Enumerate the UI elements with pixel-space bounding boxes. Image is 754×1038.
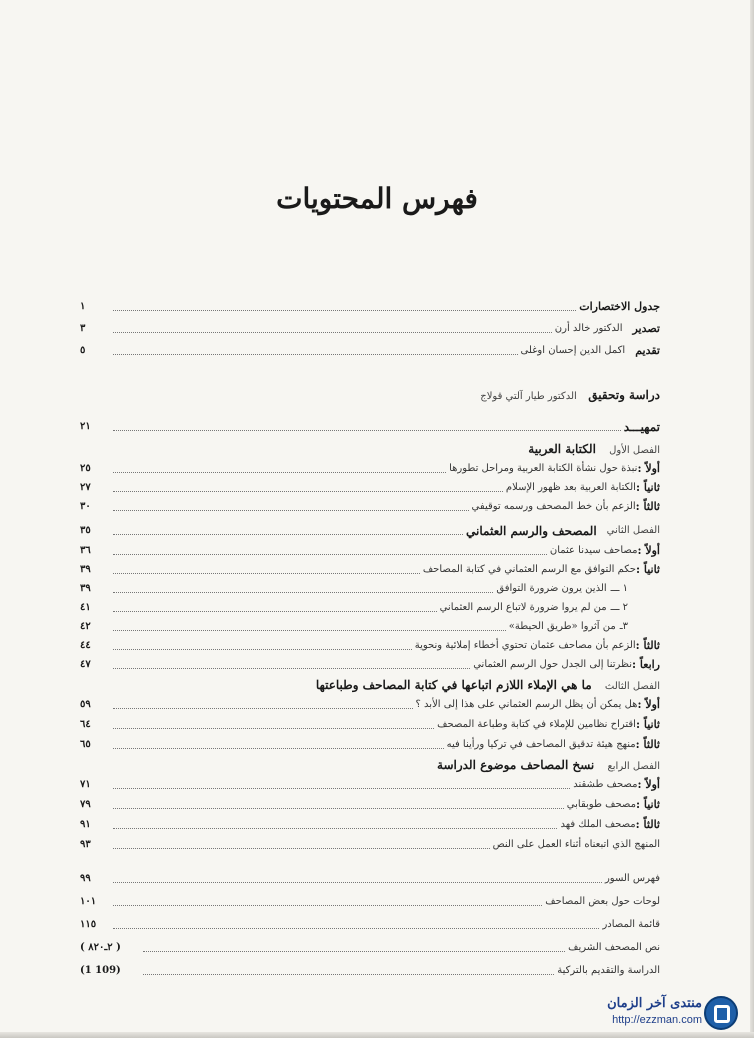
toc-entry-label: الدراسة والتقديم بالتركية	[557, 965, 660, 976]
toc-entry[interactable]	[80, 796, 660, 814]
page-number: ٢١	[80, 421, 91, 432]
toc-entry[interactable]	[80, 776, 660, 794]
item-lead: ثانياً :	[635, 718, 660, 731]
leader-dots	[113, 787, 570, 789]
item-lead: ثانياً :	[635, 481, 660, 494]
toc-entry-quran-text[interactable]	[80, 939, 660, 957]
leader-dots	[113, 471, 446, 473]
toc-entry[interactable]	[80, 460, 660, 478]
chapter-heading-row[interactable]	[80, 522, 660, 540]
page-number: ٩١	[80, 819, 91, 830]
toc-entry-label: نص المصحف الشريف	[568, 942, 660, 953]
item-lead: أولاً :	[637, 462, 660, 475]
page-number: ( ٢ـ٨٢٠ )	[80, 942, 121, 953]
table-of-contents	[80, 0, 660, 1038]
item-lead: أولاً :	[637, 698, 660, 711]
page-right-edge	[750, 0, 754, 1038]
page-number: ٣	[80, 323, 86, 334]
leader-dots	[113, 509, 469, 511]
item-lead: ثانياً :	[635, 563, 660, 576]
item-text: من لم يروا ضرورة لاتباع الرسم العثماني	[439, 602, 607, 613]
leader-dots	[113, 353, 518, 355]
item-text: من آثروا «طريق الحيطة»	[508, 621, 616, 632]
toc-entry-sources[interactable]	[80, 916, 660, 934]
item-text: مصحف طشقند	[573, 779, 638, 790]
chapter-heading	[80, 676, 660, 694]
item-lead: رابعاً :	[632, 658, 660, 671]
leader-dots	[113, 727, 434, 729]
page-number: ٩٩	[80, 873, 91, 884]
page-title: فهرس المحتويات	[276, 182, 478, 215]
page-number: (1 109)	[80, 965, 121, 976]
item-text: مصحف طوبقابي	[566, 799, 636, 810]
page-number: ٣٥	[80, 525, 91, 536]
leader-dots	[113, 553, 547, 555]
page-number: ٢٧	[80, 482, 91, 493]
item-lead: ثالثاً :	[635, 500, 660, 513]
page-number: ١١٥	[80, 919, 97, 930]
leader-dots	[113, 667, 470, 669]
item-text: نبذة حول نشأة الكتابة العربية ومراحل تطورها	[449, 463, 638, 474]
forum-name: منتدى آخر الزمان	[607, 996, 702, 1011]
item-lead: ١ ـــ	[610, 583, 628, 594]
study-header-label: دراسة وتحقيق	[588, 388, 660, 402]
study-header	[80, 386, 660, 404]
leader-dots	[113, 309, 576, 311]
leader-dots	[113, 610, 437, 612]
toc-entry[interactable]	[80, 542, 660, 560]
toc-entry-author: الدكتور خالد أرن	[554, 323, 623, 334]
toc-entry-label: تصدير	[632, 322, 660, 335]
item-text: الزعم بأن خط المصحف ورسمه توقيفي	[471, 501, 636, 512]
item-text: حكم التوافق مع الرسم العثماني في كتابة المصاحف	[422, 564, 636, 575]
item-text: مصحف الملك فهد	[560, 819, 636, 830]
page-number: ٣٩	[80, 583, 91, 594]
toc-entry-label: لوحات حول بعض المصاحف	[545, 896, 660, 907]
leader-dots	[113, 533, 463, 535]
leader-dots	[113, 927, 599, 929]
study-header-author: الدكتور طيار آلتي قولاج	[480, 391, 577, 402]
forum-watermark[interactable]	[604, 992, 744, 1032]
page-number: ٤٧	[80, 659, 91, 670]
chapter-number: الفصل الرابع	[607, 761, 660, 772]
item-text: منهج هيئة تدقيق المصاحف في تركيا ورأينا فيه	[446, 739, 636, 750]
chapter-title: الكتابة العربية	[528, 442, 596, 456]
leader-dots	[143, 950, 565, 952]
leader-dots	[113, 429, 621, 431]
page-number: ٦٤	[80, 719, 91, 730]
toc-entry-abbreviations[interactable]	[80, 298, 660, 316]
leader-dots	[113, 827, 557, 829]
toc-entry-plates[interactable]	[80, 893, 660, 911]
page-number: ٤٢	[80, 621, 91, 632]
toc-entry-label: فهرس السور	[604, 873, 660, 884]
toc-entry-intro[interactable]	[80, 418, 660, 436]
toc-entry-preface[interactable]	[80, 342, 660, 360]
item-lead: أولاً :	[637, 778, 660, 791]
toc-entry[interactable]	[80, 716, 660, 734]
item-text: مصاحف سيدنا عثمان	[549, 545, 638, 556]
toc-entry-turkish-study[interactable]	[80, 962, 660, 980]
page-number: ١	[80, 301, 86, 312]
leader-dots	[113, 881, 602, 883]
page-number: ٤٤	[80, 640, 91, 651]
item-lead: ثانياً :	[635, 798, 660, 811]
toc-entry-label: جدول الاختصارات	[579, 300, 660, 313]
page-bottom-edge	[0, 1032, 754, 1038]
leader-dots	[113, 747, 444, 749]
chapter-number: الفصل الثالث	[604, 681, 660, 692]
toc-entry[interactable]	[80, 696, 660, 714]
page-number: ٥	[80, 345, 86, 356]
page-number: ٩٣	[80, 839, 91, 850]
toc-entry[interactable]	[80, 479, 660, 497]
forum-url[interactable]: http://ezzman.com	[612, 1014, 702, 1026]
page-number: ٣٩	[80, 564, 91, 575]
toc-entry[interactable]	[80, 656, 660, 674]
toc-entry-surah-index[interactable]	[80, 870, 660, 888]
toc-entry-label: قائمة المصادر	[602, 919, 660, 930]
item-text: الزعم بأن مصاحف عثمان تحتوي أخطاء إملائية ونحوية	[414, 640, 636, 651]
leader-dots	[113, 591, 493, 593]
leader-dots	[113, 847, 490, 849]
leader-dots	[113, 490, 503, 492]
toc-entry[interactable]	[80, 816, 660, 834]
toc-entry-label: تمهيـــد	[623, 420, 660, 434]
toc-entry[interactable]	[80, 498, 660, 516]
page-number: ٥٩	[80, 699, 91, 710]
item-lead: ثالثاً :	[635, 818, 660, 831]
toc-entry-label: تقديم	[635, 344, 660, 357]
item-text: المنهج الذي اتبعناه أثناء العمل على النص	[492, 839, 660, 850]
toc-entry[interactable]	[80, 637, 660, 655]
page-number: ٤١	[80, 602, 91, 613]
toc-entry[interactable]	[80, 618, 660, 636]
leader-dots	[143, 973, 554, 975]
leader-dots	[113, 629, 506, 631]
forum-logo-icon	[704, 996, 738, 1030]
item-lead: ثالثاً :	[635, 738, 660, 751]
item-text: الذين يرون ضرورة التوافق	[496, 583, 607, 594]
leader-dots	[113, 572, 420, 574]
item-lead: ثالثاً :	[635, 639, 660, 652]
leader-dots	[113, 648, 412, 650]
item-text: نظرتنا إلى الجدل حول الرسم العثماني	[473, 659, 633, 670]
chapter-number: الفصل الثاني	[606, 525, 660, 536]
item-lead: ٣ـ	[619, 621, 628, 632]
page-number: ١٠١	[80, 896, 97, 907]
page-number: ٣٠	[80, 501, 91, 512]
toc-entry[interactable]	[80, 580, 660, 598]
chapter-title: ما هي الإملاء اللازم اتباعها في كتابة المصاحف وطباعتها	[315, 678, 592, 692]
item-text: هل يمكن أن يظل الرسم العثماني على هذا إلى الأبد ؟	[415, 699, 638, 710]
leader-dots	[113, 331, 552, 333]
page-number: ٢٥	[80, 463, 91, 474]
leader-dots	[113, 707, 413, 709]
item-lead: ٢ ـــ	[610, 602, 628, 613]
chapter-heading	[80, 756, 660, 774]
chapter-heading	[80, 440, 660, 458]
chapter-number: الفصل الأول	[609, 445, 660, 456]
item-text: اقتراح نظامين للإملاء في كتابة وطباعة المصحف	[437, 719, 636, 730]
leader-dots	[113, 904, 542, 906]
leader-dots	[113, 807, 564, 809]
page-number: ٣٦	[80, 545, 91, 556]
toc-entry[interactable]	[80, 736, 660, 754]
toc-entry-author: اكمل الدين إحسان اوغلى	[520, 345, 626, 356]
chapter-title: المصحف والرسم العثماني	[466, 524, 597, 538]
toc-entry[interactable]	[80, 561, 660, 579]
page-number: ٧١	[80, 779, 91, 790]
item-lead: أولاً :	[637, 544, 660, 557]
item-text: الكتابة العربية بعد ظهور الإسلام	[505, 482, 636, 493]
toc-entry[interactable]	[80, 599, 660, 617]
toc-entry[interactable]	[80, 836, 660, 854]
page-number: ٧٩	[80, 799, 91, 810]
toc-entry-foreword[interactable]	[80, 320, 660, 338]
chapter-title: نسخ المصاحف موضوع الدراسة	[437, 758, 595, 772]
page-number: ٦٥	[80, 739, 91, 750]
